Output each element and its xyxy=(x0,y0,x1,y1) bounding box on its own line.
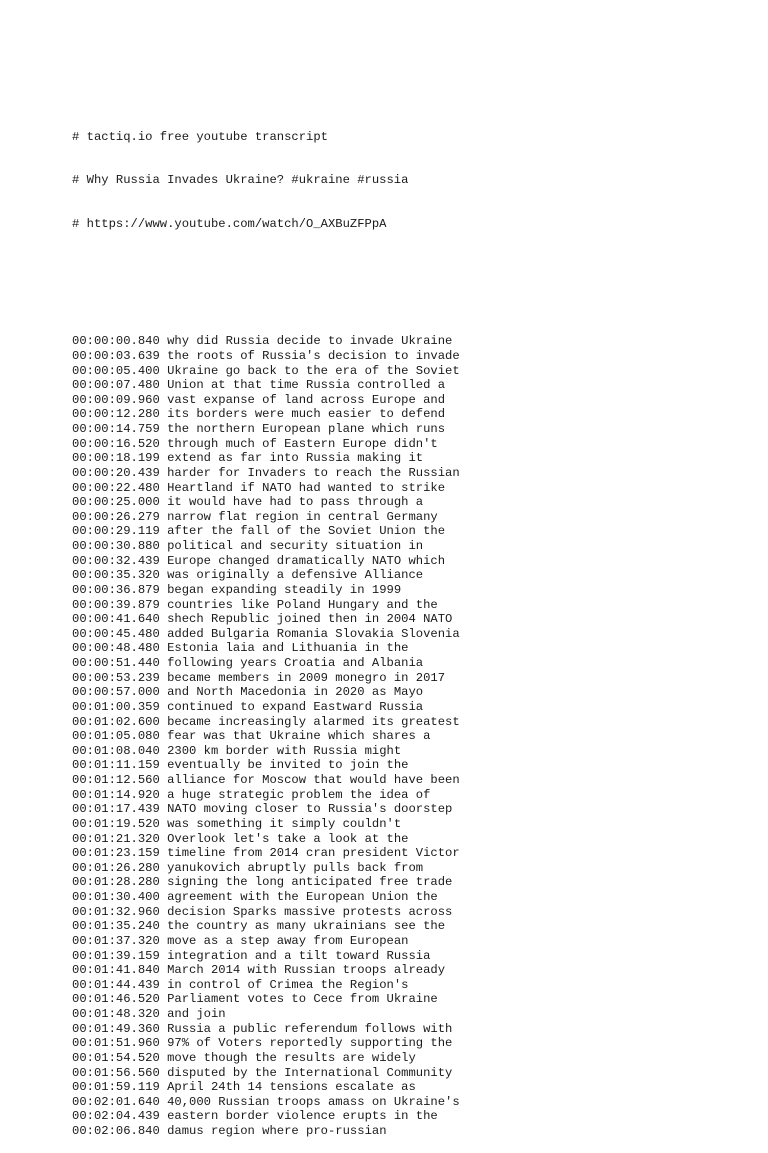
transcript-line xyxy=(72,1109,752,1124)
transcript-line xyxy=(72,1036,752,1051)
transcript-line xyxy=(72,875,752,890)
transcript-line xyxy=(72,744,752,759)
transcript-line xyxy=(72,978,752,993)
transcript-line xyxy=(72,1051,752,1066)
transcript-line xyxy=(72,905,752,920)
transcript-body xyxy=(72,334,752,1138)
timestamp: 00:01:37.320 xyxy=(72,933,160,948)
transcript-line xyxy=(72,466,752,481)
timestamp: 00:01:59.119 xyxy=(72,1080,160,1095)
header-line-source: # tactiq.io free youtube transcript xyxy=(72,129,328,144)
timestamp: 00:01:56.560 xyxy=(72,1065,160,1080)
transcript-text: it would have had to pass through a xyxy=(167,495,424,510)
timestamp: 00:00:39.879 xyxy=(72,597,160,612)
transcript-text: eastern border violence erupts in the xyxy=(167,1109,438,1124)
timestamp: 00:00:14.759 xyxy=(72,422,160,436)
transcript-line xyxy=(72,890,752,905)
transcript-text: its borders were much easier to defend xyxy=(167,407,446,422)
transcript-line xyxy=(72,627,752,642)
transcript-line xyxy=(72,539,752,554)
timestamp: 00:01:49.360 xyxy=(72,1021,160,1036)
timestamp: 00:01:05.080 xyxy=(72,729,160,744)
transcript-line xyxy=(72,788,752,803)
transcript-text: move as a step away from European xyxy=(167,933,409,948)
timestamp: 00:02:01.640 xyxy=(72,1094,160,1109)
transcript-line xyxy=(72,583,752,598)
timestamp: 00:01:30.400 xyxy=(72,890,160,904)
transcript-text: April 24th 14 tensions escalate as xyxy=(167,1080,416,1095)
transcript-text: decision Sparks massive protests across xyxy=(167,904,453,919)
timestamp: 00:01:12.560 xyxy=(72,773,160,787)
timestamp: 00:02:06.840 xyxy=(72,1124,160,1138)
timestamp: 00:00:09.960 xyxy=(72,392,160,407)
transcript-line xyxy=(72,554,752,569)
transcript-line xyxy=(72,495,752,510)
transcript-text: was something it simply couldn't xyxy=(167,816,402,831)
transcript-line xyxy=(72,729,752,744)
timestamp: 00:00:20.439 xyxy=(72,465,160,480)
transcript-line xyxy=(72,700,752,715)
transcript-line xyxy=(72,1124,752,1139)
transcript-line xyxy=(72,524,752,539)
transcript-text: signing the long anticipated free trade xyxy=(167,875,453,890)
timestamp: 00:01:46.520 xyxy=(72,992,160,1007)
transcript-text: Parliament votes to Cece from Ukraine xyxy=(167,992,438,1007)
transcript-text: vast expanse of land across Europe and xyxy=(167,392,446,407)
transcript-text: integration and a tilt toward Russia xyxy=(167,948,431,963)
transcript-text: political and security situation in xyxy=(167,539,424,553)
timestamp: 00:01:26.280 xyxy=(72,860,160,875)
transcript-text: Ukraine go back to the era of the Soviet xyxy=(167,363,460,378)
timestamp: 00:01:39.159 xyxy=(72,948,160,963)
transcript-text: extend as far into Russia making it xyxy=(167,451,424,466)
transcript-text: alliance for Moscow that would have been xyxy=(167,773,460,787)
timestamp: 00:01:44.439 xyxy=(72,977,160,992)
transcript-line xyxy=(72,758,752,773)
transcript-line xyxy=(72,349,752,364)
transcript-line xyxy=(72,437,752,452)
timestamp: 00:00:51.440 xyxy=(72,656,160,670)
transcript-text: eventually be invited to join the xyxy=(167,758,409,773)
transcript-line xyxy=(72,919,752,934)
transcript-line xyxy=(72,934,752,949)
transcript-text: the northern European plane which runs xyxy=(167,422,446,436)
transcript-text: became increasingly alarmed its greatest xyxy=(167,714,460,729)
timestamp: 00:00:12.280 xyxy=(72,407,160,422)
timestamp: 00:00:48.480 xyxy=(72,641,160,656)
transcript-text: after the fall of the Soviet Union the xyxy=(167,524,446,539)
timestamp: 00:00:05.400 xyxy=(72,363,160,378)
transcript-line xyxy=(72,846,752,861)
transcript-line xyxy=(72,510,752,525)
transcript-text: added Bulgaria Romania Slovakia Slovenia xyxy=(167,626,460,641)
transcript-line xyxy=(72,1066,752,1081)
timestamp: 00:00:03.639 xyxy=(72,348,160,363)
transcript-text: through much of Eastern Europe didn't xyxy=(167,436,438,451)
transcript-line xyxy=(72,568,752,583)
transcript-text: narrow flat region in central Germany xyxy=(167,509,438,524)
transcript-text: and join xyxy=(167,1007,226,1021)
transcript-text: was originally a defensive Alliance xyxy=(167,568,424,583)
timestamp: 00:01:48.320 xyxy=(72,1007,160,1021)
timestamp: 00:00:00.840 xyxy=(72,334,160,349)
timestamp: 00:01:28.280 xyxy=(72,875,160,890)
transcript-line xyxy=(72,685,752,700)
timestamp: 00:00:45.480 xyxy=(72,626,160,641)
transcript-line xyxy=(72,1007,752,1022)
timestamp: 00:01:17.439 xyxy=(72,802,160,817)
timestamp: 00:01:51.960 xyxy=(72,1036,160,1051)
transcript-text: fear was that Ukraine which shares a xyxy=(167,729,431,744)
transcript-text: countries like Poland Hungary and the xyxy=(167,597,438,612)
timestamp: 00:00:18.199 xyxy=(72,451,160,466)
transcript-text: harder for Invaders to reach the Russian xyxy=(167,465,460,480)
timestamp: 00:00:26.279 xyxy=(72,509,160,524)
transcript-text: a huge strategic problem the idea of xyxy=(167,787,431,802)
timestamp: 00:02:04.439 xyxy=(72,1109,160,1124)
transcript-text: the country as many ukrainians see the xyxy=(167,919,446,934)
timestamp: 00:01:21.320 xyxy=(72,831,160,846)
transcript-text: damus region where pro-russian xyxy=(167,1124,387,1138)
transcript-line xyxy=(72,963,752,978)
transcript-document xyxy=(72,71,752,1153)
transcript-header xyxy=(72,100,752,261)
header-line-title: # Why Russia Invades Ukraine? #ukraine #russia xyxy=(72,173,409,188)
timestamp: 00:00:53.239 xyxy=(72,670,160,685)
transcript-line xyxy=(72,598,752,613)
transcript-text: in control of Crimea the Region's xyxy=(167,977,409,992)
transcript-line xyxy=(72,641,752,656)
transcript-line xyxy=(72,802,752,817)
transcript-text: why did Russia decide to invade Ukraine xyxy=(167,334,453,349)
transcript-text: became members in 2009 monegro in 2017 xyxy=(167,670,446,685)
transcript-text: continued to expand Eastward Russia xyxy=(167,699,424,714)
transcript-line xyxy=(72,715,752,730)
transcript-text: and North Macedonia in 2020 as Mayo xyxy=(167,685,424,700)
transcript-text: Overlook let's take a look at the xyxy=(167,831,409,846)
timestamp: 00:01:41.840 xyxy=(72,963,160,978)
timestamp: 00:00:16.520 xyxy=(72,436,160,451)
transcript-text: began expanding steadily in 1999 xyxy=(167,582,402,597)
timestamp: 00:01:14.920 xyxy=(72,787,160,802)
timestamp: 00:00:07.480 xyxy=(72,378,160,393)
transcript-line xyxy=(72,481,752,496)
transcript-text: following years Croatia and Albania xyxy=(167,656,424,670)
timestamp: 00:01:11.159 xyxy=(72,758,160,773)
transcript-text: 2300 km border with Russia might xyxy=(167,743,402,758)
transcript-text: disputed by the International Community xyxy=(167,1065,453,1080)
transcript-text: shech Republic joined then in 2004 NATO xyxy=(167,612,453,627)
transcript-text: 40,000 Russian troops amass on Ukraine's xyxy=(167,1094,460,1109)
transcript-line xyxy=(72,334,752,349)
transcript-line xyxy=(72,451,752,466)
timestamp: 00:01:35.240 xyxy=(72,919,160,934)
transcript-text: Heartland if NATO had wanted to strike xyxy=(167,480,446,495)
timestamp: 00:01:08.040 xyxy=(72,743,160,758)
timestamp: 00:00:35.320 xyxy=(72,568,160,583)
transcript-line xyxy=(72,422,752,437)
timestamp: 00:01:32.960 xyxy=(72,904,160,919)
transcript-line xyxy=(72,832,752,847)
transcript-line xyxy=(72,364,752,379)
timestamp: 00:00:36.879 xyxy=(72,582,160,597)
transcript-line xyxy=(72,817,752,832)
transcript-line xyxy=(72,656,752,671)
header-line-url: # https://www.youtube.com/watch/O_AXBuZFPpA xyxy=(72,217,387,232)
timestamp: 00:00:57.000 xyxy=(72,685,160,700)
transcript-text: March 2014 with Russian troops already xyxy=(167,963,446,978)
transcript-line xyxy=(72,773,752,788)
transcript-line xyxy=(72,407,752,422)
transcript-line xyxy=(72,1095,752,1110)
timestamp: 00:00:25.000 xyxy=(72,495,160,510)
transcript-line xyxy=(72,393,752,408)
transcript-text: agreement with the European Union the xyxy=(167,890,438,904)
transcript-text: timeline from 2014 cran president Victor xyxy=(167,846,460,861)
timestamp: 00:00:22.480 xyxy=(72,480,160,495)
transcript-line xyxy=(72,378,752,393)
timestamp: 00:00:41.640 xyxy=(72,612,160,627)
timestamp: 00:01:02.600 xyxy=(72,714,160,729)
timestamp: 00:00:29.119 xyxy=(72,524,160,539)
transcript-text: Estonia laia and Lithuania in the xyxy=(167,641,409,656)
timestamp: 00:01:54.520 xyxy=(72,1050,160,1065)
transcript-line xyxy=(72,949,752,964)
transcript-line xyxy=(72,1080,752,1095)
transcript-text: 97% of Voters reportedly supporting the xyxy=(167,1036,453,1051)
transcript-text: the roots of Russia's decision to invade xyxy=(167,348,460,363)
transcript-line xyxy=(72,861,752,876)
blank-line xyxy=(72,290,752,305)
transcript-text: Russia a public referendum follows with xyxy=(167,1021,453,1036)
transcript-text: Europe changed dramatically NATO which xyxy=(167,553,446,568)
timestamp: 00:01:23.159 xyxy=(72,846,160,861)
timestamp: 00:01:19.520 xyxy=(72,816,160,831)
transcript-text: Union at that time Russia controlled a xyxy=(167,378,446,393)
timestamp: 00:00:30.880 xyxy=(72,539,160,553)
transcript-text: NATO moving closer to Russia's doorstep xyxy=(167,802,453,817)
transcript-line xyxy=(72,992,752,1007)
transcript-text: move though the results are widely xyxy=(167,1050,416,1065)
transcript-line xyxy=(72,612,752,627)
timestamp: 00:00:32.439 xyxy=(72,553,160,568)
transcript-line xyxy=(72,671,752,686)
timestamp: 00:01:00.359 xyxy=(72,699,160,714)
transcript-text: yanukovich abruptly pulls back from xyxy=(167,860,424,875)
